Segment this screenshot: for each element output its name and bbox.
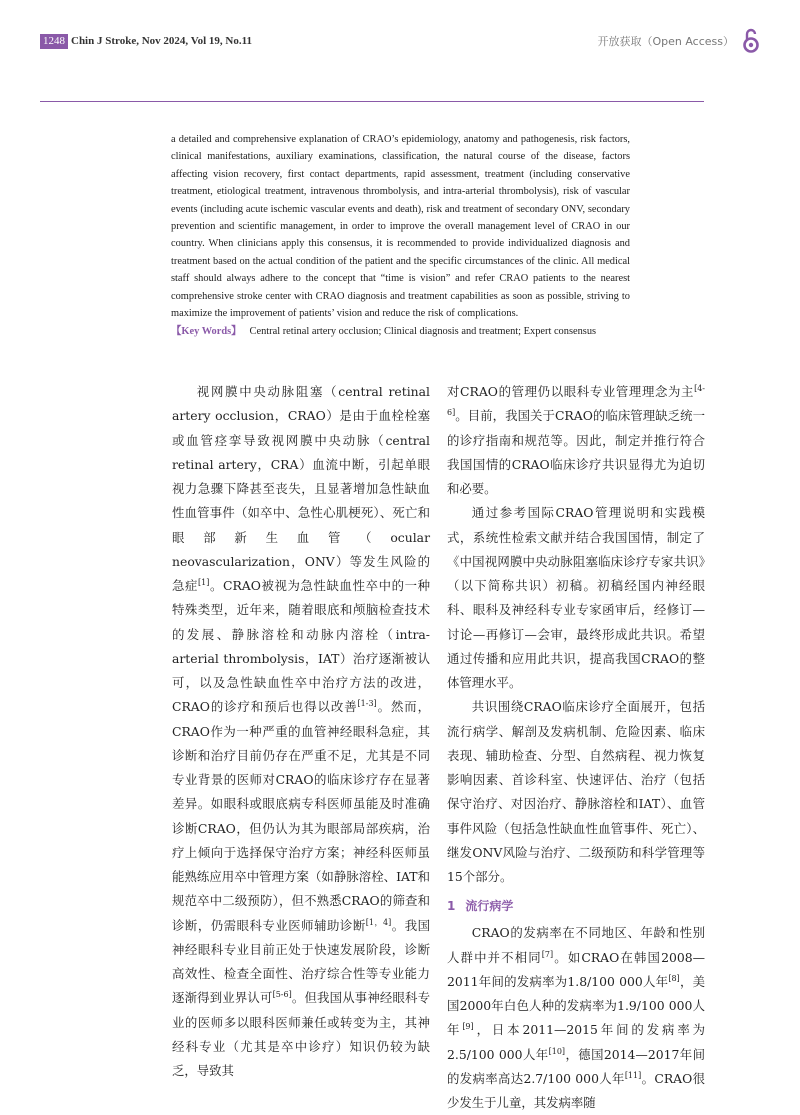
citation-ref[interactable]: [10] <box>548 1046 566 1056</box>
scope-paragraph: 共识围绕CRAO临床诊疗全面展开，包括流行病学、解剖及发病机制、危险因素、临床表现、辅助检查、分型、自然病程、视力恢复影响因素、首诊科室、快速评估、治疗（包括保守治疗、对因治疗、静脉溶栓和IAT）、血管事件风险（包括急性缺血性血管事件、死亡）、继发ONV风险与治疗、二级预防和科学管理等15个部分。 <box>447 699 705 884</box>
abstract <box>171 131 630 341</box>
keywords-label: 【Key Words】 <box>171 326 242 338</box>
keywords-text: Central retinal artery occlusion; Clinical diagnosis and treatment; Expert consensus <box>249 326 597 338</box>
open-access-label: 开放获取（Open Access） <box>597 35 734 48</box>
abstract-text: a detailed and comprehensive explanation of CRAO’s epidemiology, anatomy and pathogenesis, risk factors, clinical manifestations, auxiliary examinations, classification, the natural course of the disease, factors affecting vision recovery, first contact departments, rapid assessment, treatment (including conservative treatment, etiological treatment, intravenous thrombolysis, and intra-arterial thrombolysis), risk of vascular events (including acute ischemic vascular events and death), risk and treatment of secondary ONV, secondary prevention and scientific management, in order to improve the overall management level of CRAO in our country. When clinicians apply this consensus, it is recommended to provide individualized diagnosis and treatment based on the actual condition of the patient and the specific circumstances of the clinic. All medical staff should always adhere to the concept that “time is vision” and refer CRAO patients to the nearest comprehensive stroke center with CRAO diagnosis and treatment capabilities as soon as possible, striving to maximize the improvement of patients’ vision and reduce the risk of complications. <box>171 134 630 320</box>
keywords-line <box>171 323 630 340</box>
section-heading-epidemiology <box>447 895 705 917</box>
left-column <box>172 380 430 1083</box>
intro-paragraph: 视网膜中央动脉阻塞（central retinal artery occlusion，CRAO）是由于血栓栓塞或血管痉挛导致视网膜中央动脉（central retinal artery，CRA）血流中断，引起单眼视力急骤下降甚至丧失，且显著增加急性缺血性血管事件（如卒中、急性心肌梗死）、死亡和眼部新生血管（ocular neovascularization，ONV）等发生风险的急症[1]。CRAO被视为急性缺血性卒中的一种特殊类型，近年来，随着眼底和颅脑检查技术的发展、静脉溶栓和动脉内溶栓（intra-arterial thrombolysis，IAT）治疗逐渐被认可，以及急性缺血性卒中治疗方法的改进，CRAO的诊疗和预后也得以改善[1-3]。然而，CRAO作为一种严重的血管神经眼科急症，其诊断和治疗目前仍存在严重不足，尤其是不同专业背景的医师对CRAO的临床诊疗存在显著差异。如眼科或眼底病专科医师虽能及时准确诊断CRAO，但仍认为其为眼部局部疾病，治疗上倾向于选择保守治疗方案；神经科医师虽能熟练应用卒中管理方案（如静脉溶栓、IAT和规范卒中二级预防），但不熟悉CRAO的筛查和诊断，仍需眼科专业医师辅助诊断[1，4]。我国神经眼科专业目前正处于快速发展阶段，诊断高效性、检查全面性、治疗综合性等专业能力逐渐得到业界认可[5-6]。但我国从事神经眼科专业的医师多以眼科医师兼任或转变为主，其神经科专业（尤其是卒中诊疗）知识仍较为缺乏，导致其 <box>172 384 431 1078</box>
epidemiology-paragraph: CRAO的发病率在不同地区、年龄和性别人群中并不相同[7]。如CRAO在韩国2008—2011年间的发病率为1.8/100 000人年[8]，美国2000年白色人种的发病率为1.9/100 000人年[9]，日本2011—2015年间的发病率为2.5/100 000人年[10]，德国2014—2017年间的发病率高达2.7/100 000人年[11]。CRAO很少发生于儿童，其发病率随 <box>447 925 706 1110</box>
citation-ref[interactable]: [1，4] <box>365 917 392 927</box>
page-header <box>40 34 760 54</box>
citation-ref[interactable]: [8] <box>668 973 680 983</box>
open-access-icon <box>742 28 760 54</box>
page-number: 1248 <box>40 34 68 49</box>
citation-ref[interactable]: [7] <box>541 949 554 959</box>
citation-ref[interactable]: [1-3] <box>357 699 377 709</box>
citation-ref[interactable]: [4-6] <box>447 383 705 418</box>
journal-citation: Chin J Stroke, Nov 2024, Vol 19, No.11 <box>71 35 253 47</box>
section-title: 流行病学 <box>465 899 514 914</box>
citation-ref[interactable]: [5-6] <box>272 990 292 1000</box>
section-number: 1 <box>447 899 456 914</box>
intro-paragraph-continued: 对CRAO的管理仍以眼科专业管理理念为主[4-6]。目前，我国关于CRAO的临床管理缺乏统一的诊疗指南和规范等。因此，制定并推行符合我国国情的CRAO临床诊疗共识显得尤为迫切和必要。 <box>447 383 705 496</box>
right-column <box>447 380 705 1115</box>
method-paragraph: 通过参考国际CRAO管理说明和实践模式，系统性检索文献并结合我国国情，制定了《中国视网膜中央动脉阻塞临床诊疗专家共识》（以下简称共识）初稿。初稿经国内神经眼科、眼科及神经科专业专家函审后，经修订—讨论—再修订—会审，最终形成此共识。希望通过传播和应用此共识，提高我国CRAO的整体管理水平。 <box>447 505 705 690</box>
citation-ref[interactable]: [11] <box>624 1070 642 1080</box>
citation-ref[interactable]: [9] <box>462 1022 474 1032</box>
header-divider <box>40 101 704 102</box>
citation-ref[interactable]: [1] <box>198 577 210 587</box>
